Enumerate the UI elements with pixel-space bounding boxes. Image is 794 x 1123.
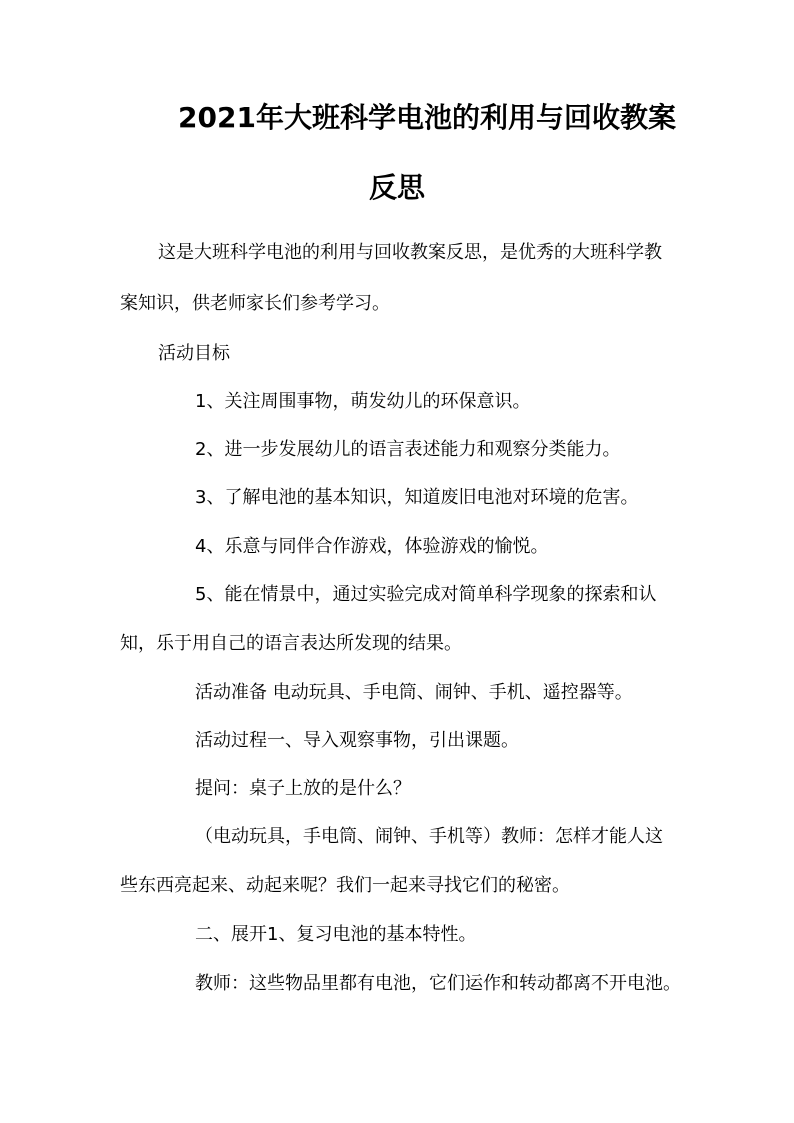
list-item: 5、能在情景中，通过实验完成对简单科学现象的探索和认: [195, 584, 657, 605]
paragraph-line: 二、展开1、复习电池的基本特性。: [195, 924, 477, 945]
list-item: 2、进一步发展幼儿的语言表述能力和观察分类能力。: [195, 439, 621, 460]
list-item: 3、了解电池的基本知识，知道废旧电池对环境的危害。: [195, 487, 639, 508]
paragraph-line: 知，乐于用自己的语言表达所发现的结果。: [120, 633, 462, 654]
paragraph-line: 些东西亮起来、动起来呢？我们一起来寻找它们的秘密。: [120, 875, 570, 896]
section-heading: 活动目标: [158, 343, 230, 364]
document-title-line-2: 反思: [368, 171, 425, 204]
document-title-line-1: 2021年大班科学电池的利用与回收教案: [178, 101, 676, 134]
paragraph-line: （电动玩具，手电筒、闹钟、手机等）教师：怎样才能人这: [195, 826, 663, 847]
paragraph-line: 提问：桌子上放的是什么？: [195, 778, 411, 799]
list-item: 4、乐意与同伴合作游戏，体验游戏的愉悦。: [195, 536, 549, 557]
paragraph-line: 案知识，供老师家长们参考学习。: [120, 293, 390, 314]
paragraph-line: 活动过程一、导入观察事物，引出课题。: [195, 730, 519, 751]
paragraph-line: 活动准备 电动玩具、手电筒、闹钟、手机、遥控器等。: [195, 682, 633, 703]
paragraph-line: 这是大班科学电池的利用与回收教案反思，是优秀的大班科学教: [158, 242, 662, 263]
paragraph-line: 教师：这些物品里都有电池，它们运作和转动都离不开电池。: [195, 973, 681, 994]
list-item: 1、关注周围事物，萌发幼儿的环保意识。: [195, 391, 531, 412]
